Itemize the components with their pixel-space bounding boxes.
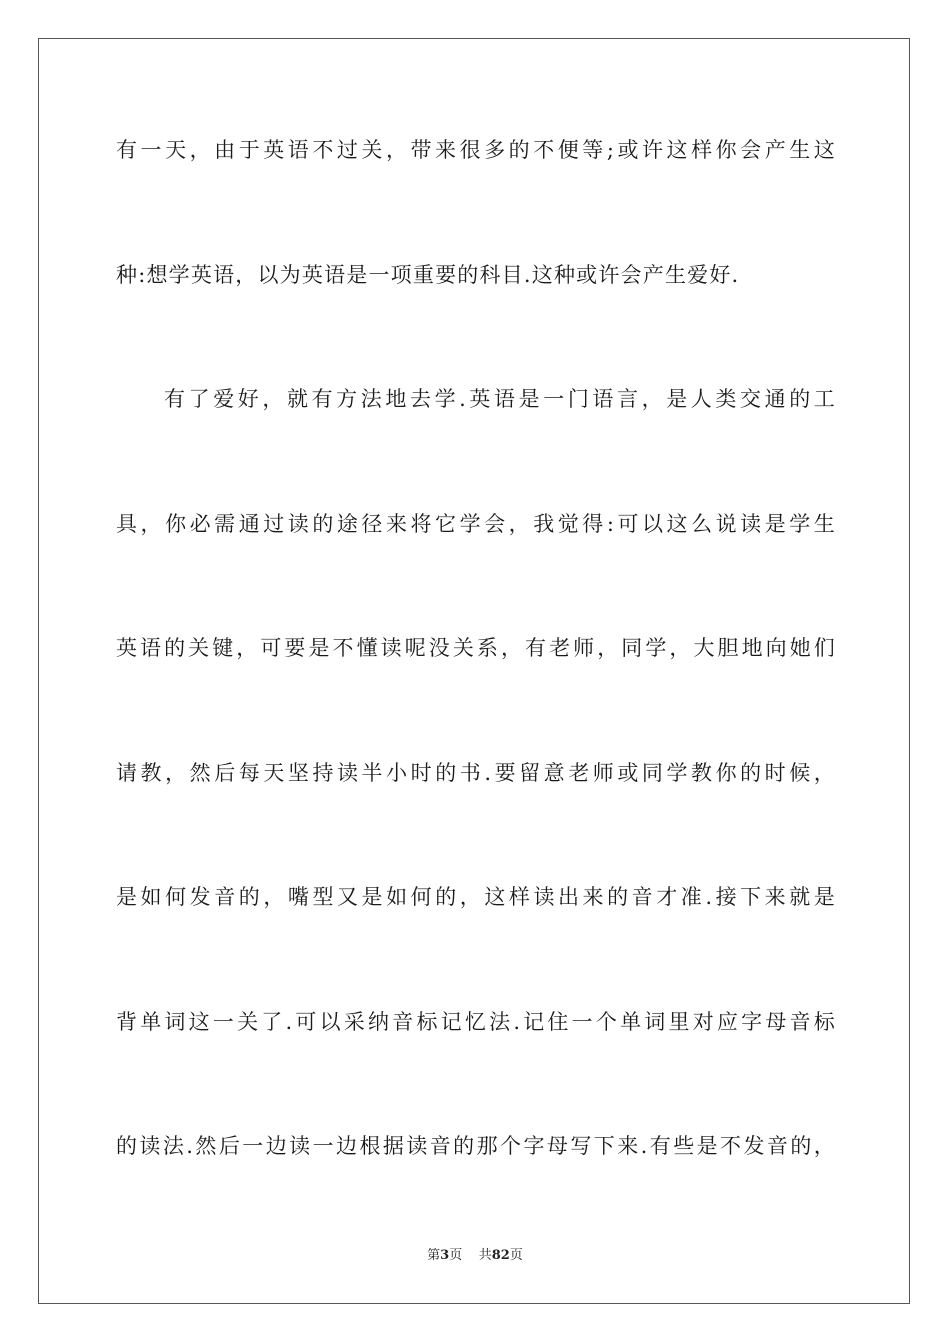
page-suffix: 页 (449, 1248, 463, 1263)
text-line: 种:想学英语，以为英语是一项重要的科目.这种或许会产生爱好. (116, 263, 740, 287)
text-line: 有一天，由于英语不过关，带来很多的不便等;或许这样你会产生这 (116, 138, 836, 162)
text-line: 英语的关键，可要是不懂读呢没关系，有老师，同学，大胆地向她们 (116, 636, 836, 660)
page-border (38, 38, 910, 1304)
text-line: 是如何发音的，嘴型又是如何的，这样读出来的音才准.接下来就是 (116, 885, 836, 909)
text-line: 请教，然后每天坚持读半小时的书.要留意老师或同学教你的时候， (116, 761, 836, 785)
text-line: 具，你必需通过读的途径来将它学会，我觉得:可以这么说读是学生 (116, 512, 836, 536)
page-number: 3 (440, 1248, 450, 1263)
total-suffix: 页 (509, 1248, 523, 1263)
total-pages: 82 (491, 1248, 510, 1263)
text-line: 有了爱好，就有方法地去学.英语是一门语言，是人类交通的工 (164, 387, 836, 411)
text-line: 背单词这一关了.可以采纳音标记忆法.记住一个单词里对应字母音标 (116, 1010, 836, 1034)
page-footer (0, 1247, 950, 1265)
text-line: 的读法.然后一边读一边根据读音的那个字母写下来.有些是不发音的， (116, 1134, 836, 1158)
total-prefix: 共 (478, 1248, 492, 1263)
page-prefix: 第 (427, 1248, 441, 1263)
